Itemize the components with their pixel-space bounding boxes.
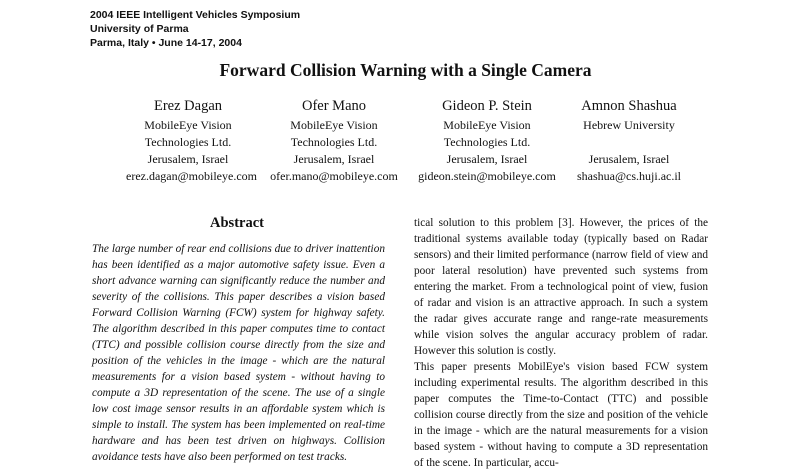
author-affiliation: Technologies Ltd. bbox=[290, 135, 378, 149]
author-location: Jerusalem, Israel bbox=[446, 152, 528, 166]
abstract-text: The large number of rear end collisions due to driver inattention has been identified as a major automotive safety issue. Even a short advance warning can significantly reduce the number and severity of the collisions. This paper describes a vision based Forward Collision Warning (FCW) system for highway safety. The algorithm described in this paper computes time to contact (TTC) and possible collision course directly from the size and position of the vehicles in the image - which are the natural measurements for a vision based system - without having to compute a 3D representation of the scene. The use of a single low cost image sensor results in an affordable system which is simple to install. The system has been implemented on real-time hardware and has been test driven on highways. Collision avoidance tests have also been performed on test tracks. bbox=[92, 243, 385, 463]
abstract-heading: Abstract bbox=[210, 215, 264, 231]
author-block bbox=[414, 97, 560, 185]
author-location: Jerusalem, Israel bbox=[293, 152, 375, 166]
author-block bbox=[268, 97, 400, 185]
author-affiliation: Technologies Ltd. bbox=[443, 135, 531, 149]
author-affiliation: Technologies Ltd. bbox=[144, 135, 232, 149]
author-email: ofer.mano@mobileye.com bbox=[270, 169, 398, 183]
author-affiliation: MobileEye Vision bbox=[144, 118, 232, 132]
author-name: Erez Dagan bbox=[153, 98, 223, 114]
venue-header bbox=[90, 8, 300, 50]
author-location: Jerusalem, Israel bbox=[588, 152, 670, 166]
author-affiliation: Hebrew University bbox=[583, 118, 675, 132]
author-affiliation: MobileEye Vision bbox=[290, 118, 378, 132]
venue-line-symposium: 2004 IEEE Intelligent Vehicles Symposium bbox=[90, 9, 301, 21]
body-paragraph: This paper presents MobilEye's vision based FCW system including experimental results. The algorithm described in this paper computes the Time-to-Contact (TTC) and possible collision course directly from the size and position of the vehicle in the image - which are the natural measurements for a vision based system - without having to compute a 3D representation of the scene. In particular, accu- bbox=[414, 361, 708, 469]
venue-line-location-date: Parma, Italy • June 14-17, 2004 bbox=[90, 37, 242, 49]
author-email: gideon.stein@mobileye.com bbox=[418, 169, 556, 183]
author-block bbox=[126, 97, 257, 185]
body-column bbox=[414, 215, 708, 471]
author-affiliation: MobileEye Vision bbox=[443, 118, 531, 132]
author-name: Gideon P. Stein bbox=[442, 98, 532, 114]
author-email: erez.dagan@mobileye.com bbox=[126, 169, 257, 183]
author-location: Jerusalem, Israel bbox=[147, 152, 229, 166]
author-block bbox=[570, 97, 688, 185]
author-affiliation bbox=[570, 134, 688, 151]
paper-title: Forward Collision Warning with a Single Camera bbox=[219, 60, 592, 80]
body-paragraph: tical solution to this problem [3]. However, the prices of the traditional systems available today (typically based on Radar sensors) and their limited performance (narrow field of view and poor lateral resolution) have prevented such systems from entering the market. From a technological point of view, fusion of radar and vision is an attractive approach. In such a system the radar gives accurate range and range-rate measurements while vision solves the angular accuracy problem of radar. However this solution is costly. bbox=[414, 217, 708, 357]
venue-line-university: University of Parma bbox=[90, 23, 189, 35]
author-name: Amnon Shashua bbox=[581, 98, 677, 114]
author-email: shashua@cs.huji.ac.il bbox=[576, 169, 682, 183]
author-name: Ofer Mano bbox=[301, 98, 367, 114]
